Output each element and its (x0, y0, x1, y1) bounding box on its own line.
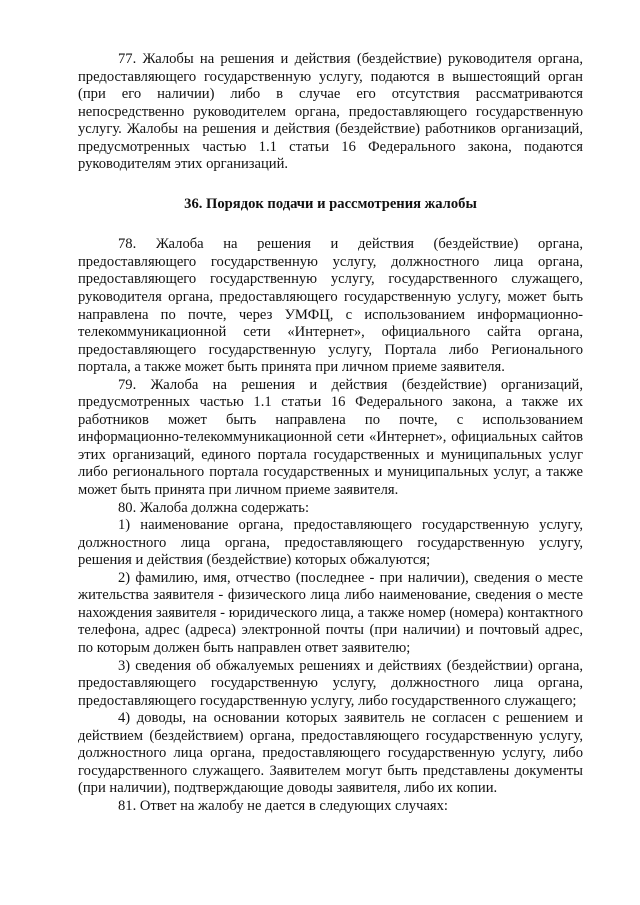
paragraph-77: 77. Жалобы на решения и действия (бездействие) руководителя органа, предоставляющего государственную услугу, подаются в вышестоящий орган (при его наличии) либо в случае его отсутствия рассматриваются непосредственно руководителем органа, предоставляющего государственную услугу. Жалобы на решения и действия (бездействие) работников организаций, предусмотренных частью 1.1 статьи 16 Федерального закона, подаются руководителям этих организаций. (78, 51, 583, 173)
paragraph-80: 80. Жалоба должна содержать: (118, 499, 309, 516)
paragraph-78: 78. Жалоба на решения и действия (бездействие) органа, предоставляющего государственную услугу, должностного лица органа, предоставляющего государственную услугу, государственного служащего, руководителя органа, предоставляющего государственную услугу, может быть направлена по почте, через УМФЦ, с использованием информационно-телекоммуникационной сети «Интернет», официального сайта органа, предоставляющего государственную услугу, Портала либо Регионального портала, а также может быть принята при личном приеме заявителя. (78, 236, 583, 376)
list-item-1: 1) наименование органа, предоставляющего государственную услугу, должностного лица органа, предоставляющего государственную услугу, решения и действия (бездействие) которых обжалуются; (78, 517, 583, 569)
list-item-2: 2) фамилию, имя, отчество (последнее - при наличии), сведения о месте жительства заявителя - физического лица либо наименование, сведения о месте нахождения заявителя - юридического лица, а также номер (номера) контактного телефона, адрес (адреса) электронной почты (при наличии) и почтовый адрес, по которым должен быть направлен ответ заявителю; (78, 569, 583, 656)
section-heading: 36. Порядок подачи и рассмотрения жалобы (184, 195, 477, 212)
paragraph-81: 81. Ответ на жалобу не дается в следующих случаях: (118, 797, 448, 814)
list-item-3: 3) сведения об обжалуемых решениях и действиях (бездействии) органа, предоставляющего государственную услугу, должностного лица органа, предоставляющего государственную услугу, либо государственного служащего; (78, 657, 583, 709)
paragraph-79: 79. Жалоба на решения и действия (бездействие) организаций, предусмотренных частью 1.1 статьи 16 Федерального закона, а также их работников может быть направлена по почте, с использованием информационно-телекоммуникационной сети «Интернет», официальных сайтов этих организаций, единого портала государственных и муниципальных услуг либо регионального портала государственных и муниципальных услуг, а также может быть принята при личном приеме заявителя. (78, 376, 583, 499)
list-item-4: 4) доводы, на основании которых заявитель не согласен с решением и действием (бездействием) органа, предоставляющего государственную услугу, должностного лица органа, предоставляющего государственную услугу, либо государственного служащего. Заявителем могут быть представлены документы (при наличии), подтверждающие доводы заявителя, либо их копии. (78, 710, 583, 797)
